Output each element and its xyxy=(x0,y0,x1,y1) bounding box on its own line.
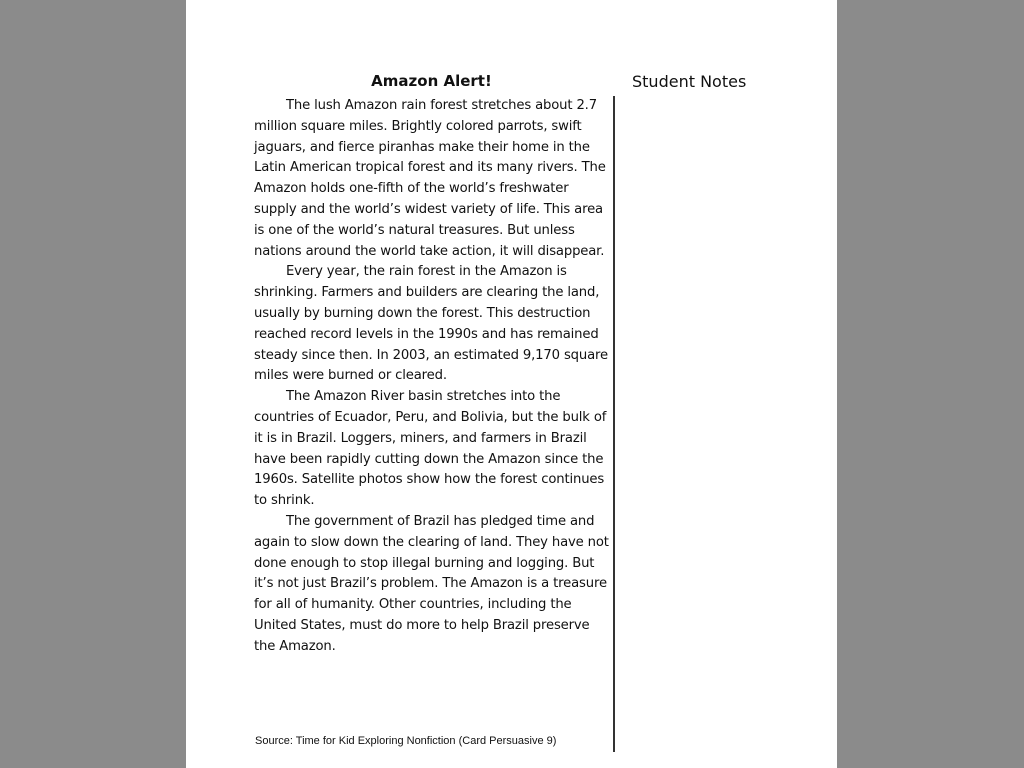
article-title: Amazon Alert! xyxy=(371,72,492,90)
column-divider xyxy=(613,96,615,752)
article-paragraph-1: The lush Amazon rain forest stretches about 2.7 million square miles. Brightly colored parrots, swift jaguars, and fierce piranhas make their home in the Latin American tropical forest and its many rivers. The Amazon holds one-fifth of the world’s freshwater supply and the world’s widest variety of life. This area is one of the world’s natural treasures. But unless nations around the world take action, it will disappear. xyxy=(254,98,606,259)
document-page xyxy=(186,0,837,768)
article-paragraph-4: The government of Brazil has pledged time and again to slow down the clearing of land. They have not done enough to stop illegal burning and logging. But it’s not just Brazil’s problem. The Amazon is a treasure for all of humanity. Other countries, including the United States, must do more to help Brazil preserve the Amazon. xyxy=(254,513,609,654)
article-paragraph-2: Every year, the rain forest in the Amazon is shrinking. Farmers and builders are clearing the land, usually by burning down the forest. This destruction reached record levels in the 1990s and has remained steady since then. In 2003, an estimated 9,170 square miles were burned or cleared. xyxy=(254,264,608,384)
article-paragraph-3: The Amazon River basin stretches into the countries of Ecuador, Peru, and Bolivia, but the bulk of it is in Brazil. Loggers, miners, and farmers in Brazil have been rapidly cutting down the Amazon since the 1960s. Satellite photos show how the forest continues to shrink. xyxy=(254,389,607,509)
student-notes-heading: Student Notes xyxy=(632,72,747,91)
source-citation: Source: Time for Kid Exploring Nonfiction (Card Persuasive 9) xyxy=(255,735,557,747)
article-column xyxy=(254,70,609,658)
